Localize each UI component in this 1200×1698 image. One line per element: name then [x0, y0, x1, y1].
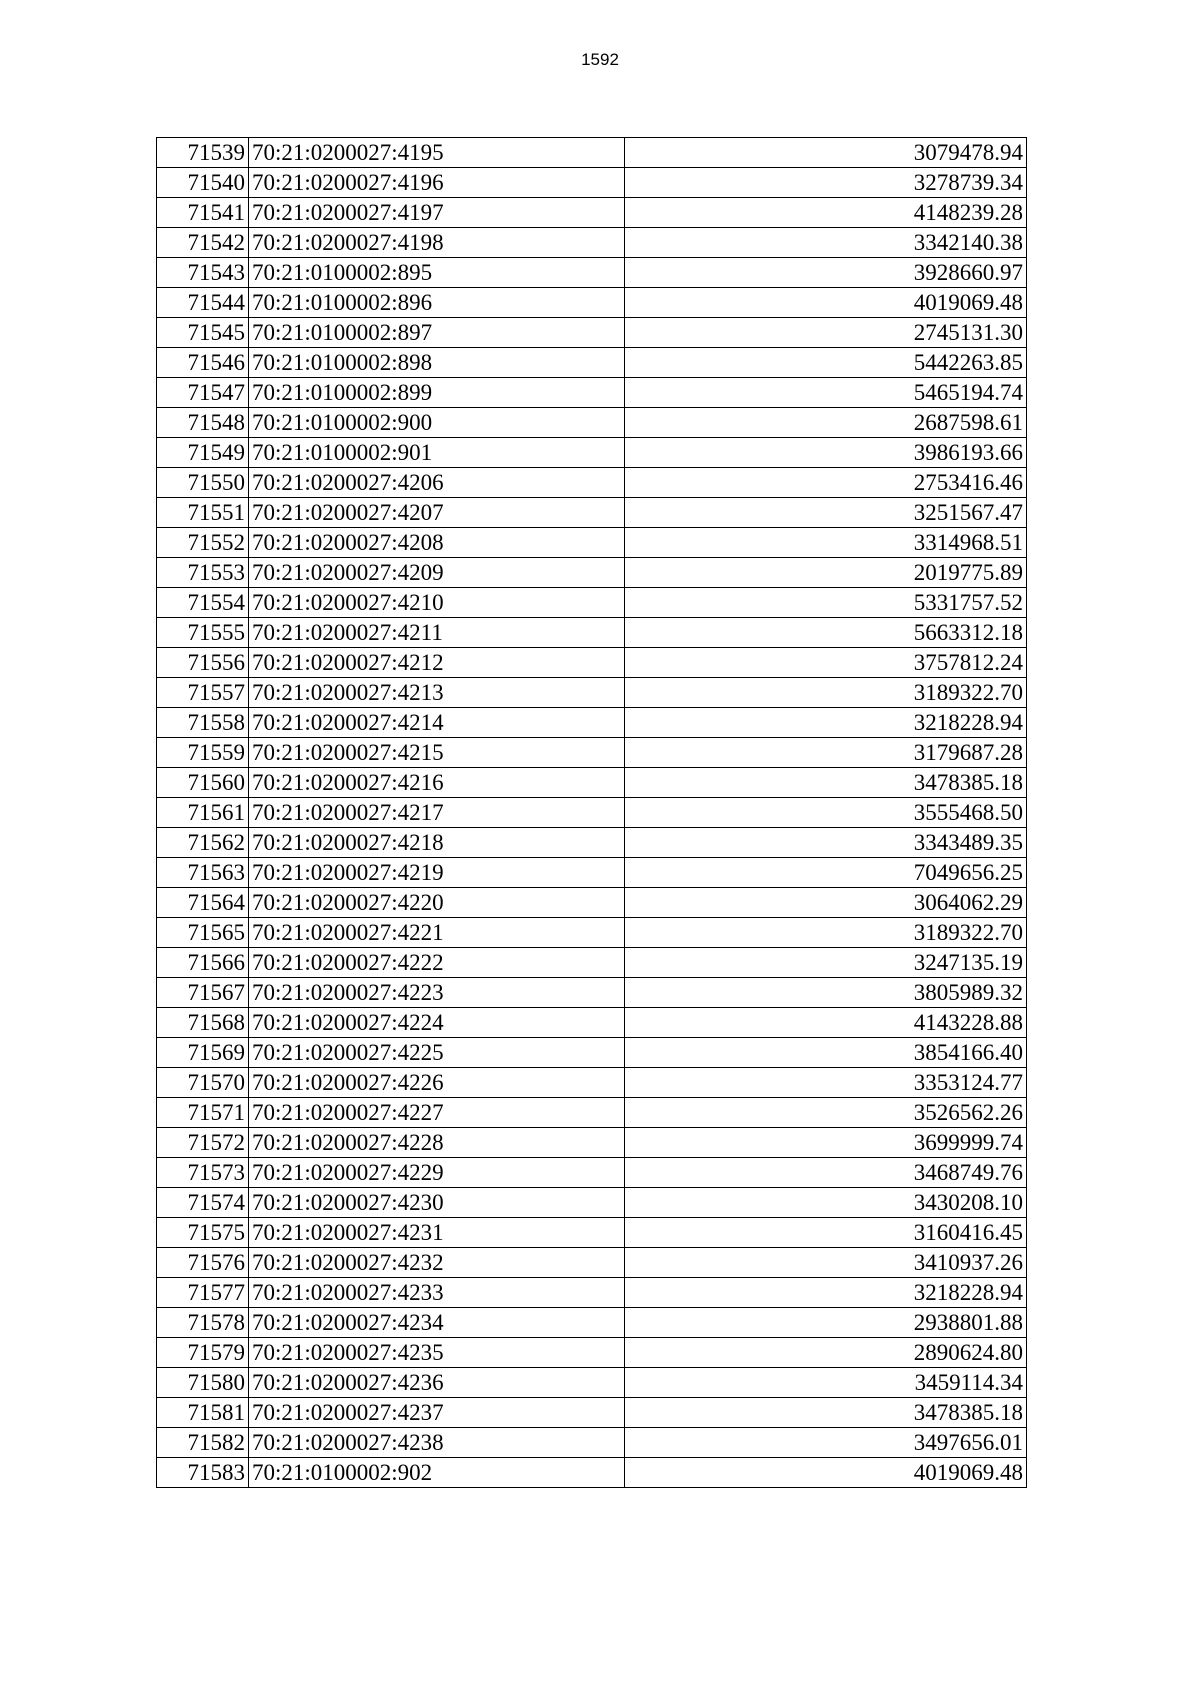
table-row [157, 348, 1027, 378]
value-cell: 3189322.70 [625, 678, 1027, 708]
row-number-cell: 71555 [157, 618, 249, 648]
cadastral-number-cell: 70:21:0200027:4226 [249, 1068, 625, 1098]
row-number-cell: 71545 [157, 318, 249, 348]
value-cell: 7049656.25 [625, 858, 1027, 888]
row-number-cell: 71544 [157, 288, 249, 318]
row-number-cell: 71580 [157, 1368, 249, 1398]
value-cell: 3160416.45 [625, 1218, 1027, 1248]
cadastral-number-cell: 70:21:0200027:4215 [249, 738, 625, 768]
row-number-cell: 71568 [157, 1008, 249, 1038]
value-cell: 3854166.40 [625, 1038, 1027, 1068]
value-cell: 3064062.29 [625, 888, 1027, 918]
table-row [157, 198, 1027, 228]
table-row [157, 1308, 1027, 1338]
row-number-cell: 71542 [157, 228, 249, 258]
cadastral-number-cell: 70:21:0200027:4221 [249, 918, 625, 948]
value-cell: 3218228.94 [625, 708, 1027, 738]
table-row [157, 1128, 1027, 1158]
value-cell: 2019775.89 [625, 558, 1027, 588]
cadastral-number-cell: 70:21:0200027:4222 [249, 948, 625, 978]
value-cell: 3179687.28 [625, 738, 1027, 768]
row-number-cell: 71571 [157, 1098, 249, 1128]
value-cell: 3342140.38 [625, 228, 1027, 258]
table-row [157, 828, 1027, 858]
cadastral-number-cell: 70:21:0200027:4228 [249, 1128, 625, 1158]
table-row [157, 168, 1027, 198]
table-row [157, 648, 1027, 678]
value-cell: 2745131.30 [625, 318, 1027, 348]
cadastral-number-cell: 70:21:0100002:898 [249, 348, 625, 378]
cadastral-number-cell: 70:21:0100002:895 [249, 258, 625, 288]
table-row [157, 888, 1027, 918]
table-row [157, 1098, 1027, 1128]
table-row [157, 1218, 1027, 1248]
table-body [157, 138, 1027, 1488]
value-cell: 3986193.66 [625, 438, 1027, 468]
cadastral-number-cell: 70:21:0200027:4218 [249, 828, 625, 858]
value-cell: 3251567.47 [625, 498, 1027, 528]
table-row [157, 1278, 1027, 1308]
table-row [157, 438, 1027, 468]
row-number-cell: 71554 [157, 588, 249, 618]
cadastral-number-cell: 70:21:0200027:4236 [249, 1368, 625, 1398]
cadastral-number-cell: 70:21:0100002:901 [249, 438, 625, 468]
value-cell: 3699999.74 [625, 1128, 1027, 1158]
cadastral-number-cell: 70:21:0200027:4219 [249, 858, 625, 888]
value-cell: 3410937.26 [625, 1248, 1027, 1278]
cadastral-number-cell: 70:21:0200027:4223 [249, 978, 625, 1008]
table-row [157, 918, 1027, 948]
value-cell: 5465194.74 [625, 378, 1027, 408]
row-number-cell: 71581 [157, 1398, 249, 1428]
value-cell: 3805989.32 [625, 978, 1027, 1008]
row-number-cell: 71583 [157, 1458, 249, 1488]
row-number-cell: 71567 [157, 978, 249, 1008]
value-cell: 3468749.76 [625, 1158, 1027, 1188]
row-number-cell: 71551 [157, 498, 249, 528]
row-number-cell: 71570 [157, 1068, 249, 1098]
table-row [157, 978, 1027, 1008]
page-number: 1592 [581, 50, 619, 69]
row-number-cell: 71541 [157, 198, 249, 228]
table-row [157, 1188, 1027, 1218]
table-row [157, 378, 1027, 408]
row-number-cell: 71582 [157, 1428, 249, 1458]
cadastral-number-cell: 70:21:0200027:4235 [249, 1338, 625, 1368]
row-number-cell: 71540 [157, 168, 249, 198]
cadastral-number-cell: 70:21:0200027:4231 [249, 1218, 625, 1248]
row-number-cell: 71549 [157, 438, 249, 468]
value-cell: 5663312.18 [625, 618, 1027, 648]
table-row [157, 1248, 1027, 1278]
value-cell: 2890624.80 [625, 1338, 1027, 1368]
table-row [157, 1068, 1027, 1098]
value-cell: 3478385.18 [625, 768, 1027, 798]
cadastral-number-cell: 70:21:0100002:899 [249, 378, 625, 408]
cadastral-number-cell: 70:21:0200027:4214 [249, 708, 625, 738]
cadastral-number-cell: 70:21:0200027:4216 [249, 768, 625, 798]
table-row [157, 708, 1027, 738]
row-number-cell: 71564 [157, 888, 249, 918]
value-cell: 4143228.88 [625, 1008, 1027, 1038]
value-cell: 3353124.77 [625, 1068, 1027, 1098]
cadastral-number-cell: 70:21:0200027:4195 [249, 138, 625, 168]
value-cell: 3189322.70 [625, 918, 1027, 948]
row-number-cell: 71559 [157, 738, 249, 768]
row-number-cell: 71576 [157, 1248, 249, 1278]
value-cell: 3218228.94 [625, 1278, 1027, 1308]
row-number-cell: 71578 [157, 1308, 249, 1338]
cadastral-number-cell: 70:21:0200027:4227 [249, 1098, 625, 1128]
cadastral-number-cell: 70:21:0200027:4220 [249, 888, 625, 918]
cadastral-number-cell: 70:21:0200027:4209 [249, 558, 625, 588]
cadastral-number-cell: 70:21:0200027:4206 [249, 468, 625, 498]
cadastral-number-cell: 70:21:0200027:4229 [249, 1158, 625, 1188]
table-row [157, 1458, 1027, 1488]
cadastral-number-cell: 70:21:0200027:4224 [249, 1008, 625, 1038]
row-number-cell: 71565 [157, 918, 249, 948]
cadastral-number-cell: 70:21:0200027:4198 [249, 228, 625, 258]
value-cell: 4019069.48 [625, 1458, 1027, 1488]
value-cell: 3526562.26 [625, 1098, 1027, 1128]
cadastral-number-cell: 70:21:0200027:4207 [249, 498, 625, 528]
table-row [157, 468, 1027, 498]
value-cell: 3430208.10 [625, 1188, 1027, 1218]
row-number-cell: 71562 [157, 828, 249, 858]
row-number-cell: 71557 [157, 678, 249, 708]
table-row [157, 948, 1027, 978]
cadastral-number-cell: 70:21:0200027:4217 [249, 798, 625, 828]
cadastral-number-cell: 70:21:0200027:4230 [249, 1188, 625, 1218]
table-row [157, 738, 1027, 768]
value-cell: 3459114.34 [625, 1368, 1027, 1398]
cadastral-number-cell: 70:21:0200027:4208 [249, 528, 625, 558]
row-number-cell: 71552 [157, 528, 249, 558]
value-cell: 3247135.19 [625, 948, 1027, 978]
row-number-cell: 71566 [157, 948, 249, 978]
value-cell: 4148239.28 [625, 198, 1027, 228]
table-row [157, 1338, 1027, 1368]
table-row [157, 228, 1027, 258]
table-row [157, 1368, 1027, 1398]
row-number-cell: 71577 [157, 1278, 249, 1308]
table-row [157, 498, 1027, 528]
table-row [157, 558, 1027, 588]
cadastral-number-cell: 70:21:0100002:896 [249, 288, 625, 318]
value-cell: 2687598.61 [625, 408, 1027, 438]
table-row [157, 318, 1027, 348]
cadastral-number-cell: 70:21:0200027:4212 [249, 648, 625, 678]
table-row [157, 408, 1027, 438]
row-number-cell: 71572 [157, 1128, 249, 1158]
table-row [157, 1398, 1027, 1428]
row-number-cell: 71563 [157, 858, 249, 888]
row-number-cell: 71569 [157, 1038, 249, 1068]
value-cell: 3079478.94 [625, 138, 1027, 168]
table-row [157, 858, 1027, 888]
row-number-cell: 71548 [157, 408, 249, 438]
value-cell: 4019069.48 [625, 288, 1027, 318]
cadastral-number-cell: 70:21:0100002:897 [249, 318, 625, 348]
row-number-cell: 71561 [157, 798, 249, 828]
value-cell: 5442263.85 [625, 348, 1027, 378]
table-row [157, 288, 1027, 318]
cadastral-number-cell: 70:21:0200027:4213 [249, 678, 625, 708]
row-number-cell: 71575 [157, 1218, 249, 1248]
table-row [157, 258, 1027, 288]
value-cell: 3497656.01 [625, 1428, 1027, 1458]
cadastral-number-cell: 70:21:0200027:4196 [249, 168, 625, 198]
row-number-cell: 71574 [157, 1188, 249, 1218]
table-row [157, 1428, 1027, 1458]
value-cell: 3757812.24 [625, 648, 1027, 678]
table-row [157, 618, 1027, 648]
table-row [157, 798, 1027, 828]
value-cell: 5331757.52 [625, 588, 1027, 618]
cadastral-value-table [156, 137, 1027, 1488]
row-number-cell: 71560 [157, 768, 249, 798]
cadastral-number-cell: 70:21:0200027:4210 [249, 588, 625, 618]
value-cell: 3278739.34 [625, 168, 1027, 198]
cadastral-number-cell: 70:21:0200027:4233 [249, 1278, 625, 1308]
row-number-cell: 71579 [157, 1338, 249, 1368]
table-row [157, 1158, 1027, 1188]
cadastral-number-cell: 70:21:0200027:4237 [249, 1398, 625, 1428]
cadastral-number-cell: 70:21:0100002:900 [249, 408, 625, 438]
table-row [157, 678, 1027, 708]
cadastral-number-cell: 70:21:0200027:4232 [249, 1248, 625, 1278]
cadastral-number-cell: 70:21:0200027:4211 [249, 618, 625, 648]
value-cell: 2938801.88 [625, 1308, 1027, 1338]
cadastral-number-cell: 70:21:0200027:4238 [249, 1428, 625, 1458]
value-cell: 3343489.35 [625, 828, 1027, 858]
row-number-cell: 71547 [157, 378, 249, 408]
cadastral-number-cell: 70:21:0200027:4197 [249, 198, 625, 228]
row-number-cell: 71556 [157, 648, 249, 678]
row-number-cell: 71550 [157, 468, 249, 498]
value-cell: 3555468.50 [625, 798, 1027, 828]
table-row [157, 1038, 1027, 1068]
table-row [157, 528, 1027, 558]
row-number-cell: 71573 [157, 1158, 249, 1188]
row-number-cell: 71558 [157, 708, 249, 738]
table-row [157, 588, 1027, 618]
cadastral-number-cell: 70:21:0200027:4225 [249, 1038, 625, 1068]
value-cell: 3314968.51 [625, 528, 1027, 558]
value-cell: 3928660.97 [625, 258, 1027, 288]
value-cell: 3478385.18 [625, 1398, 1027, 1428]
cadastral-number-cell: 70:21:0200027:4234 [249, 1308, 625, 1338]
row-number-cell: 71553 [157, 558, 249, 588]
row-number-cell: 71546 [157, 348, 249, 378]
value-cell: 2753416.46 [625, 468, 1027, 498]
table-row [157, 1008, 1027, 1038]
row-number-cell: 71539 [157, 138, 249, 168]
table-row [157, 138, 1027, 168]
row-number-cell: 71543 [157, 258, 249, 288]
cadastral-number-cell: 70:21:0100002:902 [249, 1458, 625, 1488]
table-row [157, 768, 1027, 798]
